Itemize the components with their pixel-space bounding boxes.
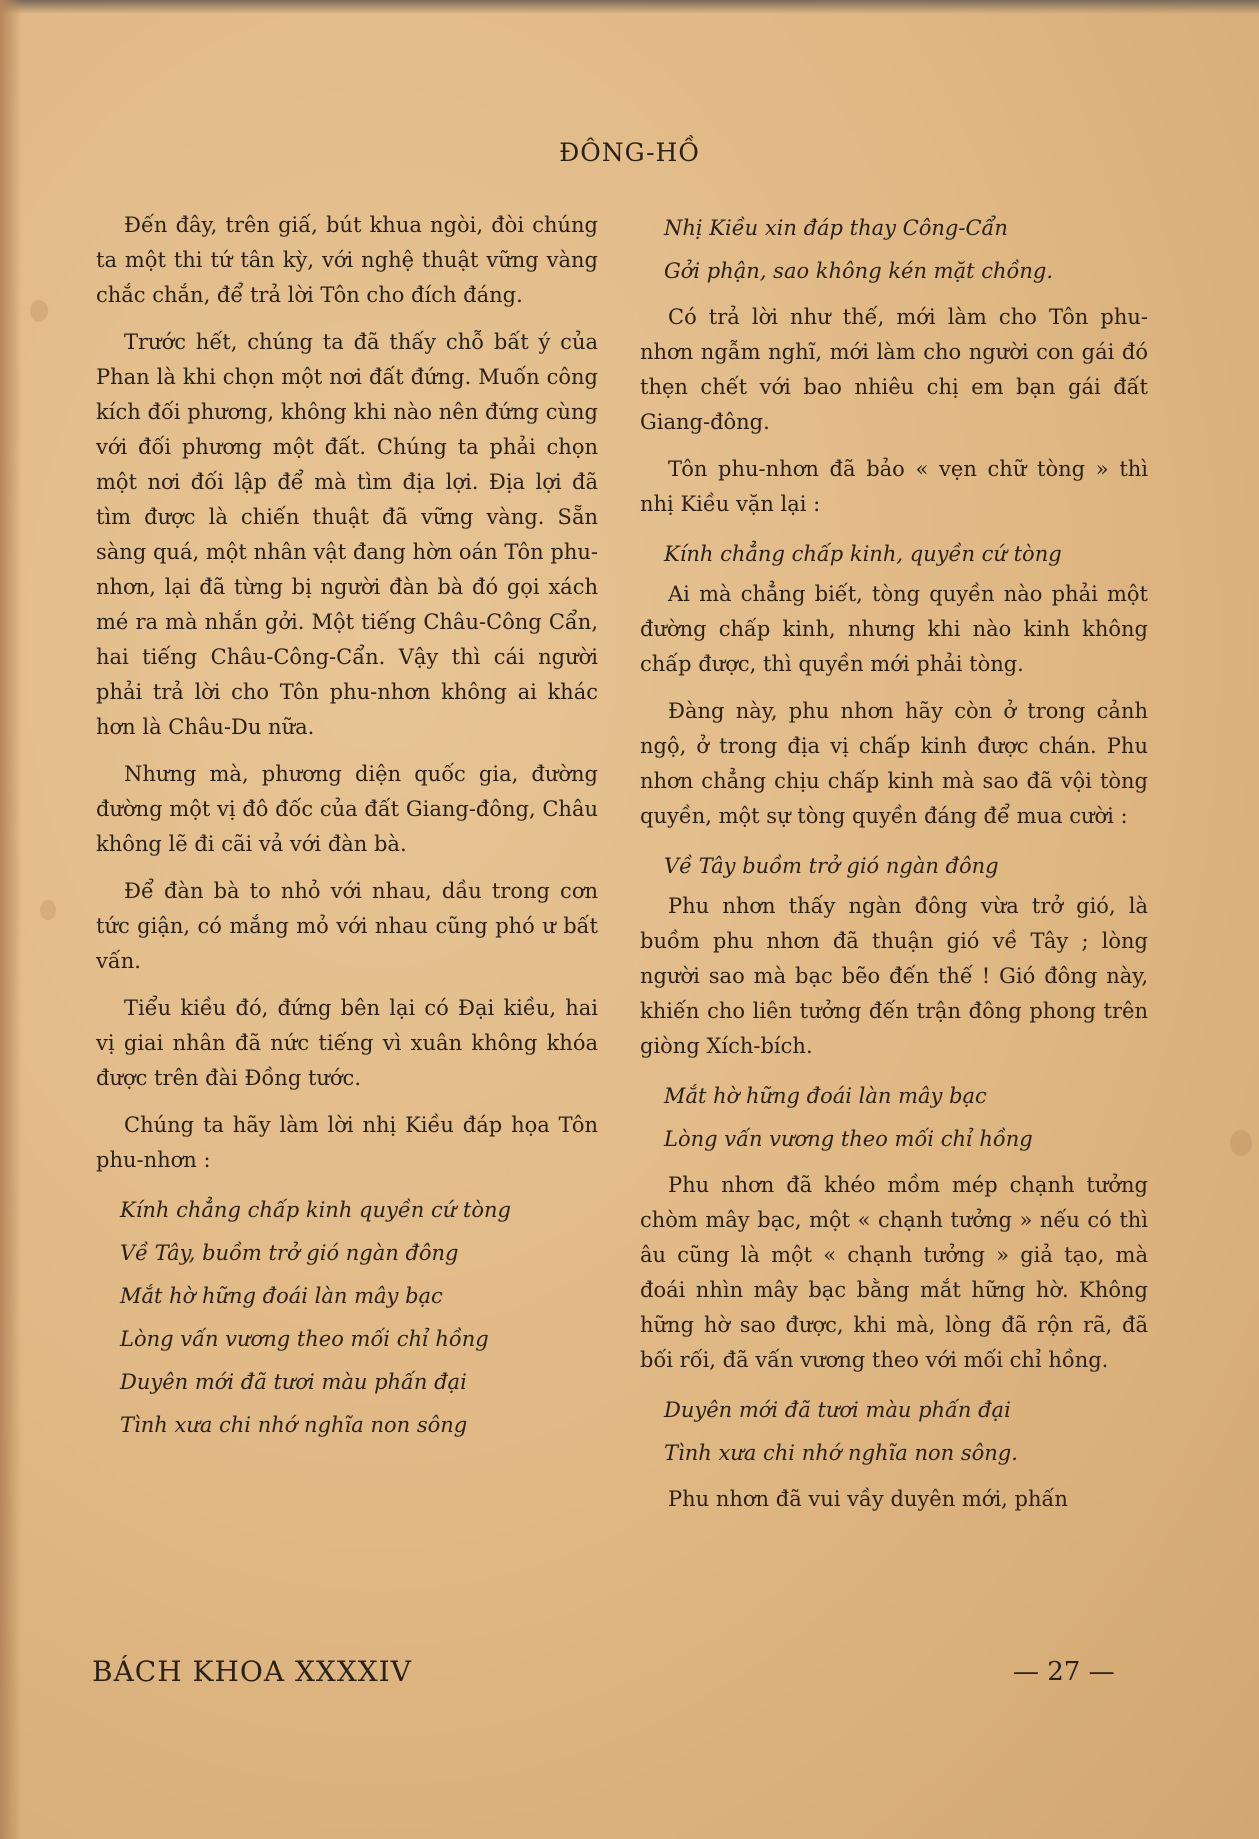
paragraph: Phu nhơn đã khéo mồm mép chạnh tưởng chòm mây bạc, một « chạnh tưởng » nếu có thì âu cũng là một « chạnh tưởng » giả tạo, mà đoái nhìn mây bạc bằng mắt hững hờ. Không hững hờ sao được, khi mà, lòng đã rộn rã, đã bối rối, đã vấn vương theo với mối chỉ hồng. (640, 1173, 1148, 1372)
poem-block (640, 1076, 1148, 1160)
publication-name: BÁCH KHOA XXXXIV (92, 1655, 412, 1688)
verse-line: Duyên mới đã tươi màu phấn đại (120, 1370, 467, 1394)
verse-line: Mắt hờ hững đoái làn mây bạc (664, 1084, 987, 1108)
left-binding-edge (0, 0, 22, 1839)
paper-stain (1230, 1130, 1252, 1156)
paper-stain (30, 300, 48, 322)
paragraph: Đến đây, trên giấ, bút khua ngòi, đòi chúng ta một thi tứ tân kỳ, với nghệ thuật vững vàng chắc chắn, để trả lời Tôn cho đích đáng. (96, 213, 598, 307)
page-number: — 27 — (1013, 1657, 1115, 1687)
poem-block (640, 208, 1148, 292)
verse-line: Nhị Kiều xin đáp thay Công-Cẩn (664, 216, 1008, 240)
verse-line: Kính chẳng chấp kinh quyền cứ tòng (120, 1198, 511, 1222)
verse-line: Mắt hờ hững đoái làn mây bạc (120, 1284, 443, 1308)
verse-line: Về Tây, buồm trở gió ngàn đông (120, 1241, 459, 1265)
page-header-title: ĐÔNG-HỒ (559, 138, 700, 167)
poem-block (96, 1190, 598, 1446)
verse-line: Về Tây buồm trở gió ngàn đông (664, 854, 999, 878)
paragraph: Chúng ta hãy làm lời nhị Kiều đáp họa Tôn phu-nhơn : (96, 1113, 598, 1172)
verse-line: Lòng vấn vương theo mối chỉ hồng (120, 1327, 489, 1351)
paragraph: Tôn phu-nhơn đã bảo « vẹn chữ tòng » thì nhị Kiều vặn lại : (640, 457, 1148, 516)
paragraph: Trước hết, chúng ta đã thấy chỗ bất ý của Phan là khi chọn một nơi đất đứng. Muốn công kích đối phương, không khi nào nên đứng cùng với đối phương một đất. Chúng ta phải chọn một nơi đối lập để mà tìm địa lợi. Địa lợi đã tìm được là chiến thuật đã vững vàng. Sẵn sàng quá, một nhân vật đang hờn oán Tôn phu-nhơn, lại đã từng bị người đàn bà đó gọi xách mé ra mà nhắn gởi. Một tiếng Châu-Công Cẩn, hai tiếng Châu-Công-Cẩn. Vậy thì cái người phải trả lời cho Tôn phu-nhơn không ai khác hơn là Châu-Du nữa. (96, 330, 598, 739)
right-column (640, 208, 1148, 1529)
verse-line: Duyên mới đã tươi màu phấn đại (664, 1398, 1011, 1422)
verse-line: Tình xưa chi nhớ nghĩa non sông. (664, 1441, 1018, 1465)
paragraph: Phu nhơn thấy ngàn đông vừa trở gió, là buồm phu nhơn đã thuận gió về Tây ; lòng người sao mà bạc bẽo đến thế ! Gió đông này, khiến cho liên tưởng đến trận đông phong trên giòng Xích-bích. (640, 894, 1148, 1058)
paragraph: Đàng này, phu nhơn hãy còn ở trong cảnh ngộ, ở trong địa vị chấp kinh được chán. Phu nhơn chẳng chịu chấp kinh mà sao đã vội tòng quyền, một sự tòng quyền đáng để mua cười : (640, 699, 1148, 828)
paragraph: Để đàn bà to nhỏ với nhau, dầu trong cơn tức giận, có mắng mỏ với nhau cũng phó ư bất vấn. (96, 879, 598, 973)
verse-line: Lòng vấn vương theo mối chỉ hồng (664, 1127, 1033, 1151)
paragraph: Có trả lời như thế, mới làm cho Tôn phu-nhơn ngẫm nghĩ, mới làm cho người con gái đó thẹn chết với bao nhiêu chị em bạn gái đất Giang-đông. (640, 305, 1148, 434)
paragraph: Phu nhơn đã vui vầy duyên mới, phấn (668, 1487, 1068, 1511)
verse-line: Tình xưa chi nhớ nghĩa non sông (120, 1413, 468, 1437)
paragraph: Ai mà chẳng biết, tòng quyền nào phải một đường chấp kinh, nhưng khi nào kinh không chấp được, thì quyền mới phải tòng. (640, 582, 1148, 676)
paper-stain (40, 900, 56, 920)
left-column (96, 208, 598, 1454)
verse-line: Gởi phận, sao không kén mặt chồng. (664, 259, 1054, 283)
top-edge-shadow (0, 0, 1259, 14)
paragraph: Nhưng mà, phương diện quốc gia, đường đường một vị đô đốc của đất Giang-đông, Châu không lẽ đi cãi vả với đàn bà. (96, 762, 598, 856)
poem-block (640, 1390, 1148, 1474)
verse-line: Kính chẳng chấp kinh, quyền cứ tòng (664, 542, 1062, 566)
paragraph: Tiểu kiều đó, đứng bên lại có Đại kiều, hai vị giai nhân đã nức tiếng vì xuân không khóa được trên đài Đồng tước. (96, 996, 598, 1090)
